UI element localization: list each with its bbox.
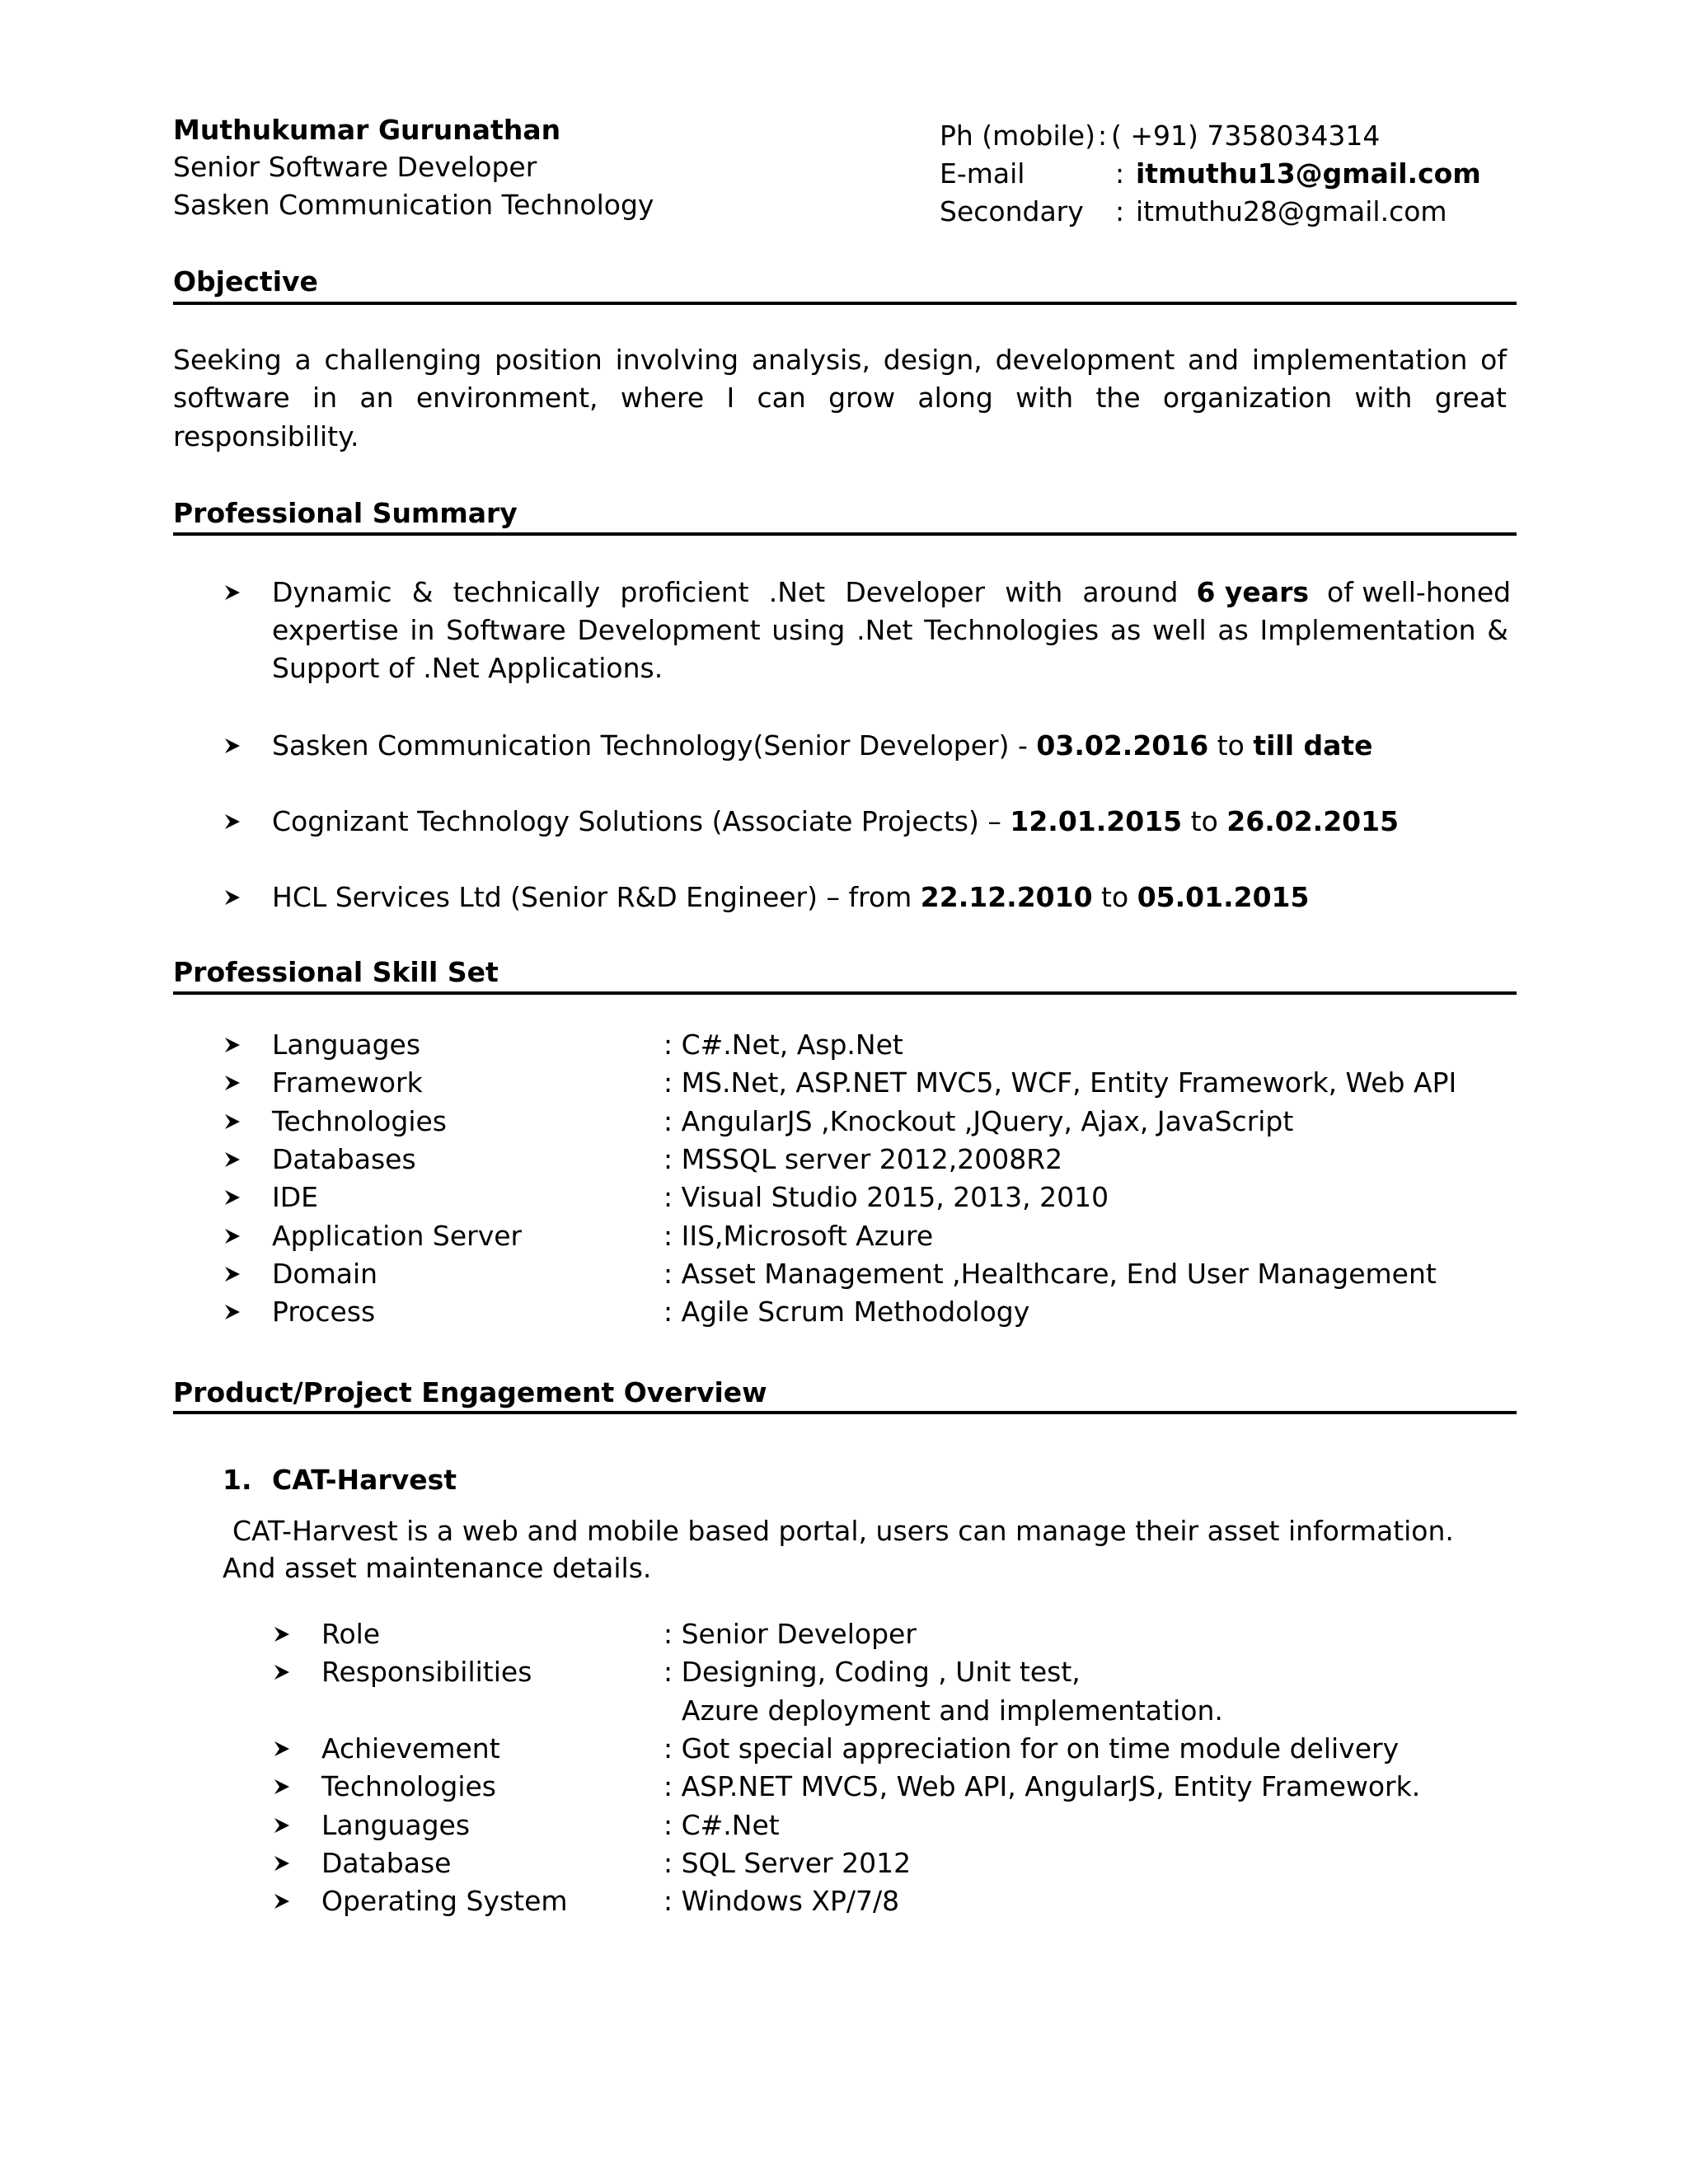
bullet-arrow-icon bbox=[272, 1807, 297, 1844]
skills-rule bbox=[173, 991, 1517, 995]
summary-heading: Professional Summary bbox=[173, 497, 518, 529]
phone-value: ( +91) 7358034314 bbox=[1111, 120, 1381, 152]
bullet-arrow-icon bbox=[272, 1653, 297, 1691]
candidate-name: Muthukumar Gurunathan bbox=[173, 114, 561, 146]
project-1-row-label: Database bbox=[321, 1846, 452, 1879]
candidate-company: Sasken Communication Technology bbox=[173, 189, 654, 221]
project-1-row-value: : C#.Net bbox=[663, 1808, 780, 1841]
skills-heading: Professional Skill Set bbox=[173, 956, 499, 988]
skill-row-value: : Visual Studio 2015, 2013, 2010 bbox=[663, 1181, 1109, 1214]
employer-sasken: Sasken Communication Technology(Senior Developer) - bbox=[272, 729, 1028, 762]
project-1-title: CAT-Harvest bbox=[272, 1464, 457, 1496]
secondary-email-value: itmuthu28@gmail.com bbox=[1136, 195, 1447, 227]
skill-row-value: : MS.Net, ASP.NET MVC5, WCF, Entity Framework, Web API bbox=[663, 1066, 1457, 1099]
skill-row-value: : AngularJS ,Knockout ,JQuery, Ajax, JavaScript bbox=[663, 1104, 1294, 1137]
sasken-end-date: till date bbox=[1253, 729, 1373, 762]
phone-separator: : bbox=[1098, 120, 1108, 152]
project-1-row-label: Operating System bbox=[321, 1885, 568, 1918]
hcl-to-word: to bbox=[1101, 881, 1129, 913]
bullet-arrow-icon bbox=[223, 1064, 247, 1102]
cognizant-to-word: to bbox=[1190, 805, 1218, 837]
skill-row-label: IDE bbox=[272, 1181, 318, 1214]
cognizant-start-date: 12.01.2015 bbox=[1010, 805, 1183, 837]
sasken-to-word: to bbox=[1217, 729, 1245, 762]
project-1-row-value: Azure deployment and implementation. bbox=[682, 1694, 1223, 1727]
summary-rule bbox=[173, 532, 1517, 536]
skill-row-value: : C#.Net, Asp.Net bbox=[663, 1029, 903, 1061]
phone-label: Ph (mobile) bbox=[940, 120, 1095, 152]
project-1-row-label: Languages bbox=[321, 1808, 471, 1841]
projects-rule bbox=[173, 1411, 1517, 1414]
objective-line-2: software in an environment, where I can grow along with the organization with great bbox=[173, 382, 1507, 414]
skill-row-label: Languages bbox=[272, 1029, 421, 1061]
bullet-arrow-icon bbox=[223, 1293, 247, 1331]
project-1-row-label: Role bbox=[321, 1618, 381, 1650]
summary-item-1-line-1 bbox=[272, 574, 1512, 612]
summary-item-3 bbox=[272, 803, 1399, 841]
bullet-arrow-icon bbox=[223, 1103, 247, 1141]
project-1-row-value: : Windows XP/7/8 bbox=[663, 1885, 900, 1918]
skill-row-value: : MSSQL server 2012,2008R2 bbox=[663, 1142, 1063, 1175]
project-1-row-value: : Got special appreciation for on time module delivery bbox=[663, 1732, 1400, 1765]
hcl-end-date: 05.01.2015 bbox=[1137, 881, 1310, 913]
bullet-arrow-icon bbox=[223, 1255, 247, 1293]
bullet-arrow-icon bbox=[223, 1217, 247, 1255]
summary-item-4 bbox=[272, 879, 1309, 916]
skill-row-label: Domain bbox=[272, 1257, 378, 1290]
summary-item-1-text-b: of well-honed bbox=[1327, 576, 1512, 608]
objective-heading: Objective bbox=[173, 265, 318, 298]
bullet-arrow-icon bbox=[272, 1882, 297, 1920]
bullet-arrow-icon bbox=[223, 1179, 247, 1216]
summary-item-2 bbox=[272, 727, 1373, 765]
skill-row-label: Process bbox=[272, 1296, 376, 1329]
candidate-title: Senior Software Developer bbox=[173, 151, 537, 183]
bullet-arrow-icon bbox=[272, 1615, 297, 1653]
bullet-arrow-icon bbox=[272, 1730, 297, 1768]
summary-item-1-line-3: Support of .Net Applications. bbox=[272, 652, 663, 684]
projects-heading: Product/Project Engagement Overview bbox=[173, 1376, 767, 1408]
bullet-arrow-icon bbox=[223, 1026, 247, 1064]
email-label: E-mail bbox=[940, 157, 1025, 190]
bullet-arrow-icon bbox=[272, 1844, 297, 1882]
project-1-desc-line-1: CAT-Harvest is a web and mobile based portal, users can manage their asset information. bbox=[232, 1515, 1454, 1547]
project-1-desc-line-2: And asset maintenance details. bbox=[223, 1552, 652, 1584]
skill-row-label: Databases bbox=[272, 1142, 416, 1175]
skill-row-label: Technologies bbox=[272, 1104, 447, 1137]
skill-row-value: : Agile Scrum Methodology bbox=[663, 1296, 1030, 1329]
hcl-start-date: 22.12.2010 bbox=[920, 881, 1093, 913]
summary-item-1-text-a: Dynamic & technically proficient .Net Developer with around bbox=[272, 576, 1179, 608]
bullet-arrow-icon bbox=[272, 1768, 297, 1806]
project-1-row-label: Achievement bbox=[321, 1732, 500, 1765]
objective-rule bbox=[173, 302, 1517, 305]
project-1-row-value: : Designing, Coding , Unit test, bbox=[663, 1656, 1081, 1689]
email-separator: : bbox=[1115, 157, 1125, 190]
skill-row-value: : Asset Management ,Healthcare, End User Management bbox=[663, 1257, 1437, 1290]
objective-line-1: Seeking a challenging position involving analysis, design, development and implementation of bbox=[173, 344, 1507, 376]
skill-row-label: Application Server bbox=[272, 1219, 523, 1252]
bullet-arrow-icon bbox=[223, 879, 247, 916]
project-1-row-value: : SQL Server 2012 bbox=[663, 1846, 912, 1879]
bullet-arrow-icon bbox=[223, 727, 247, 765]
project-1-row-value: : ASP.NET MVC5, Web API, AngularJS, Entity Framework. bbox=[663, 1770, 1421, 1803]
secondary-email-label: Secondary bbox=[940, 195, 1084, 227]
bullet-arrow-icon bbox=[223, 803, 247, 841]
employer-hcl: HCL Services Ltd (Senior R&D Engineer) – from bbox=[272, 881, 912, 913]
summary-years-highlight: 6 years bbox=[1196, 576, 1309, 608]
secondary-email-separator: : bbox=[1115, 195, 1125, 227]
bullet-arrow-icon bbox=[223, 574, 247, 612]
project-1-number: 1. bbox=[223, 1464, 252, 1496]
email-value: itmuthu13@gmail.com bbox=[1136, 157, 1481, 190]
skill-row-label: Framework bbox=[272, 1066, 423, 1099]
skill-row-value: : IIS,Microsoft Azure bbox=[663, 1219, 934, 1252]
cognizant-end-date: 26.02.2015 bbox=[1226, 805, 1400, 837]
sasken-start-date: 03.02.2016 bbox=[1036, 729, 1209, 762]
employer-cognizant: Cognizant Technology Solutions (Associate Projects) – bbox=[272, 805, 1001, 837]
project-1-row-value: : Senior Developer bbox=[663, 1618, 917, 1650]
project-1-row-label: Technologies bbox=[321, 1770, 496, 1803]
objective-line-3: responsibility. bbox=[173, 420, 359, 452]
summary-item-1-line-2: expertise in Software Development using .Net Technologies as well as Implementation & bbox=[272, 614, 1508, 646]
bullet-arrow-icon bbox=[223, 1141, 247, 1179]
project-1-row-label: Responsibilities bbox=[321, 1656, 532, 1689]
